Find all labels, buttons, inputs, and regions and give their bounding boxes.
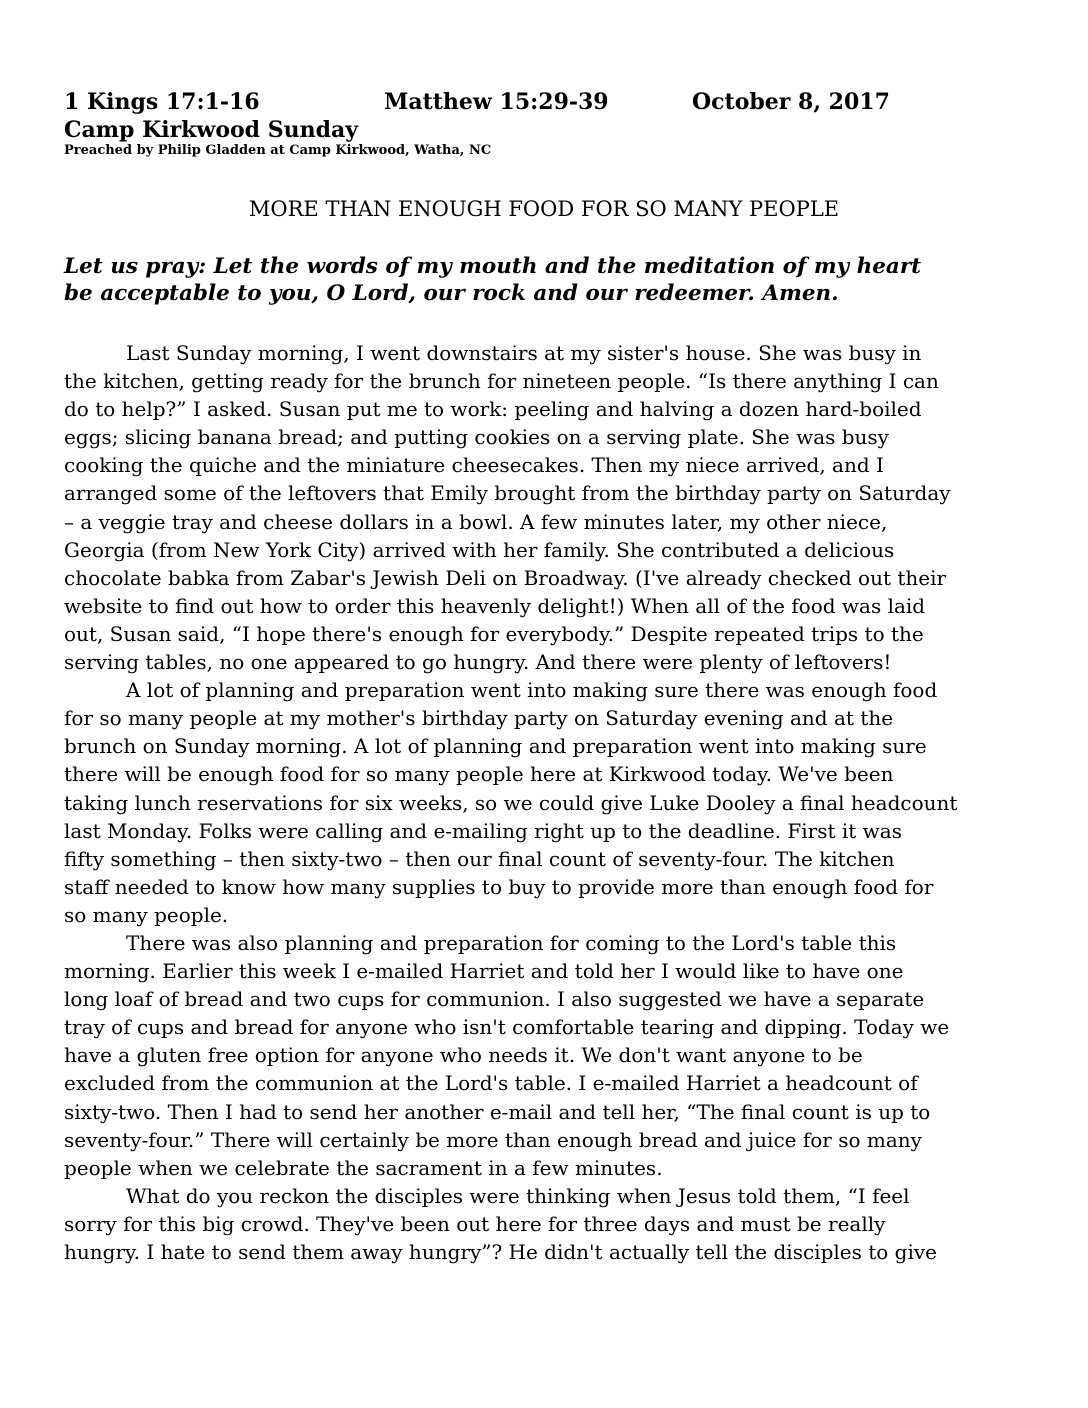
text-line: for so many people at my mother's birthday party on Saturday evening and at the xyxy=(64,706,894,731)
text-line: long loaf of bread and two cups for communion. I also suggested we have a separate xyxy=(64,987,925,1012)
opening-prayer xyxy=(64,253,1024,307)
sermon-title: MORE THAN ENOUGH FOOD FOR SO MANY PEOPLE xyxy=(248,197,840,221)
text-line: there will be enough food for so many people here at Kirkwood today. We've been xyxy=(64,762,894,787)
text-line: excluded from the communion at the Lord's table. I e-mailed Harriet a headcount of xyxy=(64,1071,918,1096)
text-line: morning. Earlier this week I e-mailed Harriet and told her I would like to have one xyxy=(64,959,904,984)
text-line: the kitchen, getting ready for the brunch for nineteen people. “Is there anything I can xyxy=(64,369,939,394)
text-line: so many people. xyxy=(64,902,229,927)
text-line: hungry. I hate to send them away hungry”? He didn't actually tell the disciples to give xyxy=(64,1240,937,1264)
text-line: fifty something – then sixty-two – then our final count of seventy-four. The kitchen xyxy=(64,846,895,871)
text-line: seventy-four.” There will certainly be more than enough bread and juice for so many xyxy=(64,1127,922,1152)
text-line: arranged some of the leftovers that Emily brought from the birthday party on Saturday xyxy=(64,481,951,506)
text-line: taking lunch reservations for six weeks, so we could give Luke Dooley a final headcount xyxy=(64,790,958,815)
text-line: tray of cups and bread for anyone who isn't comfortable tearing and dipping. Today we xyxy=(64,1015,950,1040)
prayer-line: Let us pray: Let the words of my mouth and the meditation of my heart xyxy=(64,254,922,279)
text-line: There was also planning and preparation for coming to the Lord's table this xyxy=(126,930,897,955)
sermon-date: October 8, 2017 xyxy=(692,89,890,115)
text-line: What do you reckon the disciples were thinking when Jesus told them, “I feel xyxy=(126,1183,910,1208)
text-line: have a gluten free option for anyone who needs it. We don't want anyone to be xyxy=(64,1043,863,1068)
text-line: cooking the quiche and the miniature cheesecakes. Then my niece arrived, and I xyxy=(64,453,884,478)
prayer-line: be acceptable to you, O Lord, our rock and our redeemer. Amen. xyxy=(64,281,839,306)
text-line: A lot of planning and preparation went into making sure there was enough food xyxy=(126,678,938,703)
text-line: sixty-two. Then I had to send her another e-mail and tell her, “The final count is up to xyxy=(64,1099,931,1124)
text-line: website to find out how to order this heavenly delight!) When all of the food was laid xyxy=(64,593,926,618)
text-line: staff needed to know how many supplies to buy to provide more than enough food for xyxy=(64,874,934,899)
text-line: out, Susan said, “I hope there's enough for everybody.” Despite repeated trips to the xyxy=(64,621,924,646)
text-line: sorry for this big crowd. They've been out here for three days and must be really xyxy=(64,1211,886,1236)
occasion-heading: Camp Kirkwood Sunday xyxy=(64,117,359,143)
text-line: last Monday. Folks were calling and e-mailing right up to the deadline. First it was xyxy=(64,818,902,843)
text-line: Last Sunday morning, I went downstairs at my sister's house. She was busy in xyxy=(126,341,922,365)
old-testament-reference: 1 Kings 17:1-16 xyxy=(64,89,260,115)
text-line: people when we celebrate the sacrament in a few minutes. xyxy=(64,1155,663,1180)
preached-by-line: Preached by Philip Gladden at Camp Kirkwood, Watha, NC xyxy=(64,143,492,158)
gospel-reference: Matthew 15:29-39 xyxy=(384,89,609,115)
text-line: eggs; slicing banana bread; and putting cookies on a serving plate. She was busy xyxy=(64,425,889,450)
text-line: – a veggie tray and cheese dollars in a bowl. A few minutes later, my other niece, xyxy=(64,509,888,534)
text-line: do to help?” I asked. Susan put me to work: peeling and halving a dozen hard-boiled xyxy=(64,397,922,422)
text-line: serving tables, no one appeared to go hungry. And there were plenty of leftovers! xyxy=(64,650,892,675)
sermon-body xyxy=(64,339,1044,1266)
text-line: brunch on Sunday morning. A lot of planning and preparation went into making sure xyxy=(64,734,927,759)
text-line: Georgia (from New York City) arrived with her family. She contributed a delicious xyxy=(64,537,895,562)
text-line: chocolate babka from Zabar's Jewish Deli on Broadway. (I've already checked out their xyxy=(64,565,947,590)
